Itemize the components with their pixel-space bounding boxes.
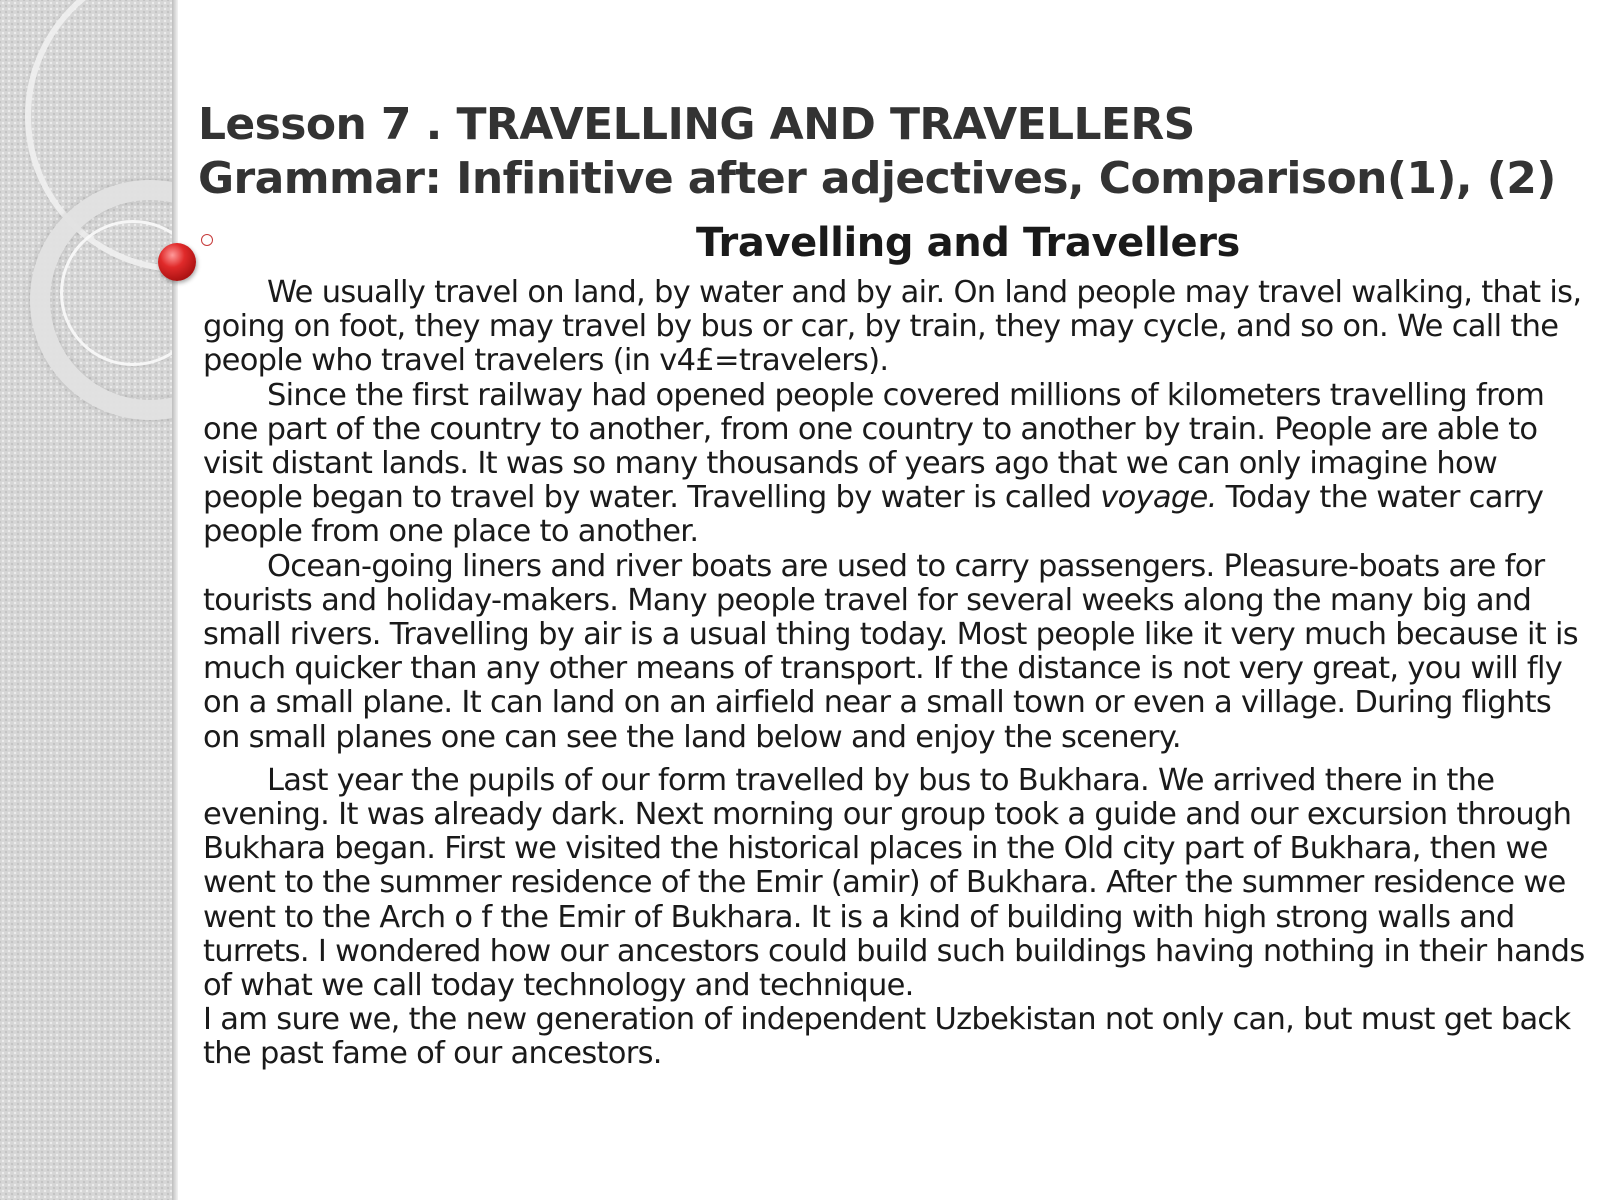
paragraph-2-end: Today the water carry people from one place to another. xyxy=(203,480,1544,550)
slide-title xyxy=(198,98,1588,206)
side-band-edge xyxy=(172,0,178,1200)
paragraph-5: I am sure we, the new generation of independent Uzbekistan not only can, but must get back the past fame of our ancestors. xyxy=(203,1002,1571,1072)
title-line-lesson: Lesson 7 . TRAVELLING AND TRAVELLERS xyxy=(198,99,1195,150)
red-bullet-icon xyxy=(158,243,196,281)
paragraph-4: Last year the pupils of our form travelled by bus to Bukhara. We arrived there in the evening. It was already dark. Next morning our group took a guide and our excursion through Bukhara began. First we visited the historical places in the Old city part of Bukhara, then we went to the summer residence of the Emir (amir) of Bukhara. After the summer residence we went to the Arch o f the Emir of Bukhara. It is a kind of building with high strong walls and turrets. I wondered how our ancestors could build such buildings having nothing in their hands of what we call today technology and technique. xyxy=(203,762,1585,1004)
paragraph-3: Ocean-going liners and river boats are used to carry passengers. Pleasure-boats are for tourists and holiday-makers. Many people travel for several weeks along the many big and small rivers. Travelling by air is a usual thing today. Most people like it very much because it is much quicker than any other means of transport. If the distance is not very great, you will fly on a small plane. It can land on an airfield near a small town or even a village. During flights on small planes one can see the land below and enjoy the scenery. xyxy=(203,548,1578,755)
reading-text xyxy=(203,276,1595,1072)
paragraph-2 xyxy=(203,379,1595,550)
paragraph-1: We usually travel on land, by water and by air. On land people may travel walking, that is, going on foot, they may travel by bus or car, by train, they may cycle, and so on. We call the people who travel travelers (in v4£=travelers). xyxy=(203,275,1582,379)
paragraph-2-italic-term: voyage. xyxy=(1100,480,1217,516)
text-heading: Travelling and Travellers xyxy=(696,220,1240,266)
title-line-grammar: Grammar: Infinitive after adjectives, Comparison(1), (2) xyxy=(198,153,1556,204)
decorative-side-band xyxy=(0,0,178,1200)
paragraph-2-start: Since the first railway had opened people covered millions of kilometers travelling from one part of the country to another, from one country to another by train. People are able to visit distant lands. It was so many thousands of years ago that we can only imagine how people began to travel by water. Travelling by water is called xyxy=(203,377,1545,516)
